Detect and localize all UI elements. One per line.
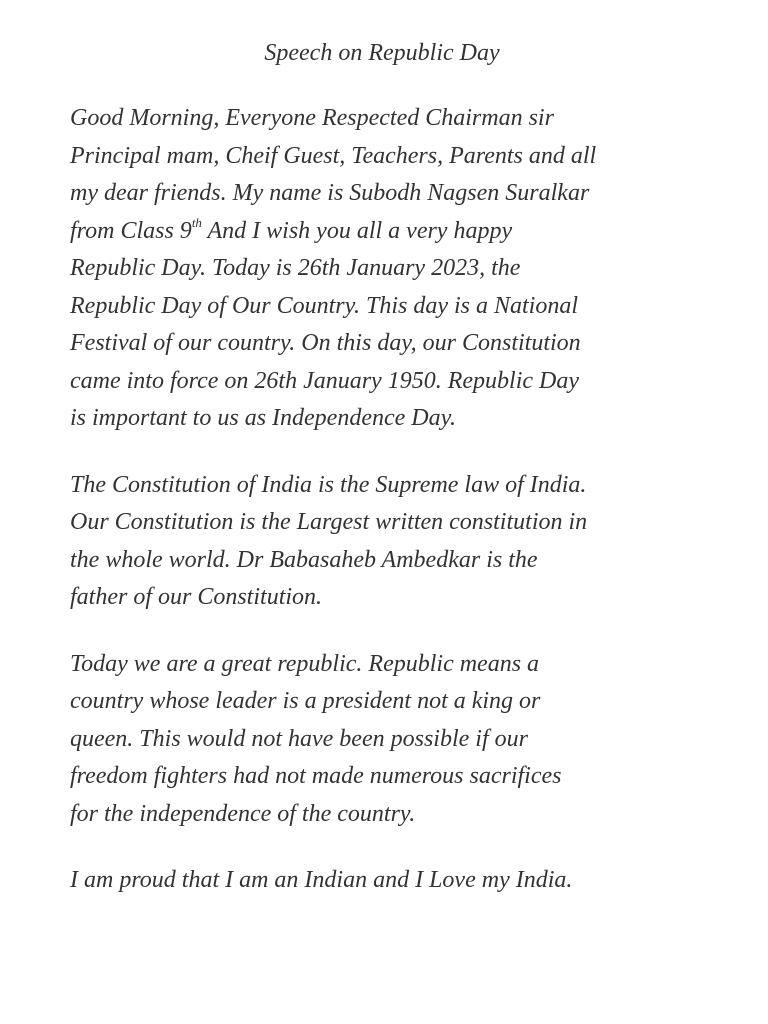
text-line-class <box>70 213 710 251</box>
text-segment: from Class 9 <box>70 217 192 244</box>
text-line: The Constitution of India is the Supreme law of India. <box>70 471 587 498</box>
document-body <box>70 100 710 929</box>
ordinal-superscript: th <box>191 214 202 230</box>
text-line: Good Morning, Everyone Respected Chairman sir <box>70 105 554 131</box>
text-line: queen. This would not have been possible if our <box>70 725 528 752</box>
text-line: the whole world. Dr Babasaheb Ambedkar is the <box>70 546 538 573</box>
text-line: Our Constitution is the Largest written constitution in <box>70 509 588 535</box>
text-line: I am proud that I am an Indian and I Love my India. <box>70 867 573 893</box>
text-line: Republic Day. Today is 26th January 2023, the <box>70 255 521 281</box>
text-line: came into force on 26th January 1950. Republic Day <box>70 367 579 394</box>
text-line: is important to us as Independence Day. <box>70 405 456 431</box>
text-segment: And I wish you all a very happy <box>201 217 513 244</box>
text-line: father of our Constitution. <box>70 584 323 610</box>
paragraph-republic <box>70 646 710 834</box>
text-line: country whose leader is a president not a king or <box>70 688 541 714</box>
text-line: my dear friends. My name is Subodh Nagsen Suralkar <box>70 180 590 206</box>
text-line: Festival of our country. On this day, our Constitution <box>70 330 581 356</box>
paragraph-greeting <box>70 100 710 438</box>
text-line: Republic Day of Our Country. This day is a National <box>70 292 578 319</box>
paragraph-closing <box>70 862 710 900</box>
text-line: for the independence of the country. <box>70 800 416 827</box>
text-line: Today we are a great republic. Republic means a <box>70 650 540 677</box>
paragraph-constitution <box>70 467 710 617</box>
text-line: freedom fighters had not made numerous sacrifices <box>70 763 562 789</box>
document-title: Speech on Republic Day <box>264 40 500 66</box>
text-line: Principal mam, Cheif Guest, Teachers, Parents and all <box>70 142 597 169</box>
